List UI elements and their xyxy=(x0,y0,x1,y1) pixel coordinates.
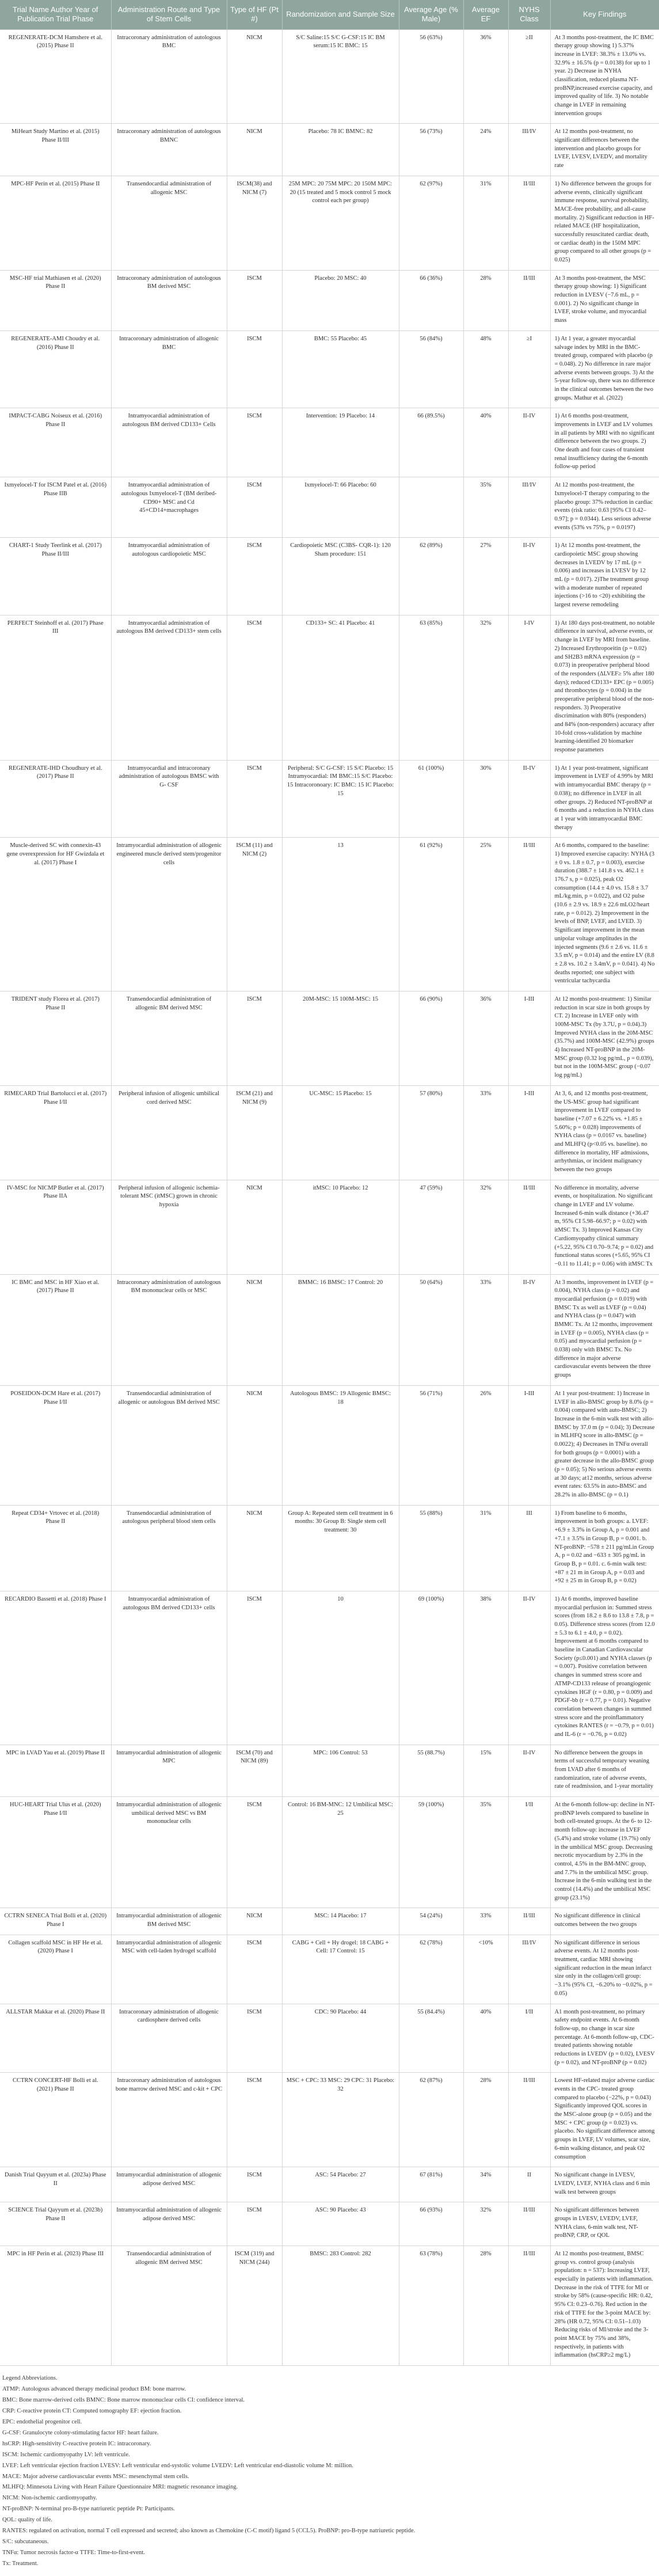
cell-nyha-class: II/III xyxy=(508,2246,550,2366)
cell-randomization: Autologous BMSC: 19 Allogenic BMSC: 18 xyxy=(282,1385,399,1505)
cell-trial-name: CHART-1 Study Teerlink et al. (2017) Phase II/III xyxy=(0,538,111,615)
table-row xyxy=(0,538,659,615)
cell-randomization: Cardiopoietic MSC (C3BS- CQR-1): 120 Sham procedure: 151 xyxy=(282,538,399,615)
cell-trial-name: MSC-HF trial Mathiasen et al. (2020) Phase II xyxy=(0,270,111,330)
cell-average-age: 55 (84.4%) xyxy=(399,2004,463,2073)
cell-nyha-class: II/III xyxy=(508,1908,550,1935)
cell-type-of-hf: ISCM xyxy=(227,615,282,760)
cell-average-age: 56 (71%) xyxy=(399,1385,463,1505)
cell-trial-name: IMPACT-CABG Noiseux et al. (2016) Phase II xyxy=(0,408,111,477)
cell-average-age: 56 (84%) xyxy=(399,330,463,408)
cell-randomization: CD133+ SC: 41 Placebo: 41 xyxy=(282,615,399,760)
cell-administration-route: Intramyocardial administration of autologous BM derived CD133+ Cells xyxy=(111,408,227,477)
cell-average-ef: 35% xyxy=(463,1797,508,1908)
legend-line: EPC: endothelial progenitor cell. xyxy=(2,2418,82,2425)
cell-average-age: 57 (80%) xyxy=(399,1085,463,1180)
table-row xyxy=(0,29,659,124)
cell-average-ef: 33% xyxy=(463,1274,508,1385)
cell-type-of-hf: ISCM xyxy=(227,1591,282,1745)
cell-administration-route: Intramyocardial administration of allogenic adipose derived MSC xyxy=(111,2167,227,2202)
legend-line: MACE: Major adverse cardiovascular events MSC: mesenchymal stem cells. xyxy=(2,2473,189,2480)
cell-average-ef: 26% xyxy=(463,1385,508,1505)
cell-trial-name: Collagen scaffold MSC in HF He et al. (2020) Phase I xyxy=(0,1935,111,2004)
cell-nyha-class: III/IV xyxy=(508,1935,550,2004)
cell-type-of-hf: ISCM xyxy=(227,408,282,477)
cell-type-of-hf: ISCM xyxy=(227,760,282,838)
cell-average-ef: 15% xyxy=(463,1745,508,1796)
table-row xyxy=(0,2073,659,2167)
cell-nyha-class: I/II xyxy=(508,1797,550,1908)
cell-administration-route: Transendocardial administration of allogenic MSC xyxy=(111,176,227,270)
cell-key-findings: At 12 months post-treatment, BMSC group vs. control group (analysis population: n = 537): Increasing LVEF, especially in patients with inflammation. Decrease in the risk of TTFE for MI or stroke by 58% (cause-specific HR: 0.42, 95% CI: 0.23–0.76). Red uction in the risk of TTFE for the 3-point MACE by: 28% (HR 0.72, 95% CI: 0.51–1.03) Reducing risks of MI/stroke and the 3-point MACE by 75% and 38%, respectively, in patients with inflammation (hsCRP≥2 mg/L) xyxy=(550,2246,659,2366)
cell-trial-name: Danish Trial Qayyum et al. (2023a) Phase II xyxy=(0,2167,111,2202)
cell-average-ef: 40% xyxy=(463,408,508,477)
table-row xyxy=(0,124,659,176)
column-header: Trial Name Author Year of Publication Trial Phase xyxy=(0,0,111,29)
cell-nyha-class: II-IV xyxy=(508,1274,550,1385)
cell-average-age: 66 (36%) xyxy=(399,270,463,330)
cell-randomization: 25M MPC: 20 75M MPC: 20 150M MPC: 20 (15 treated and 5 mock control 5 mock control each per group) xyxy=(282,176,399,270)
cell-administration-route: Intracoronary administration of autologous bone marrow derived MSC and c-kit + CPC xyxy=(111,2073,227,2167)
cell-average-ef: 28% xyxy=(463,270,508,330)
cell-administration-route: Intramyocardial and intracoronary administration of autologous BMSC with G- CSF xyxy=(111,760,227,838)
table-row xyxy=(0,991,659,1085)
legend-line: QOL: quality of life. xyxy=(2,2517,52,2524)
cell-key-findings: At 12 months post-treatment, the Ixmyelocel-T therapy comparing to the placebo group: 37% reduction in cardiac events (risk ratio: 0.63 [95% CI 0.42–0.97]; p = 0.0344). Less serious adverse events (53% vs 75%, p = 0.0197) xyxy=(550,477,659,538)
cell-average-age: 62 (87%) xyxy=(399,2073,463,2167)
legend-line: ISCM: Ischemic cardiomyopathy LV: left ventricule. xyxy=(2,2451,130,2458)
cell-administration-route: Intramyocardial administration of allogenic engineered muscle derived stem/progenitor cells xyxy=(111,838,227,991)
cell-average-age: 63 (85%) xyxy=(399,615,463,760)
cell-administration-route: Transendocardial administration of allogenic BM derived MSC xyxy=(111,991,227,1085)
cell-administration-route: Intramyocardial administration of allogenic umbilical derived MSC vs BM mononuclear cells xyxy=(111,1797,227,1908)
legend-line: MLHFQ: Minnesota Living with Heart Failure Questionnaire MRI: magnetic resonance imaging. xyxy=(2,2484,238,2491)
cell-key-findings: At 3, 6, and 12 months post-treatment, the US-MSC group had significant improvement in LVEF compared to baseline (+7.07 ± 6.22% vs. +1.85 ± 5.60%; p = 0.028) improvements of NYHA class (p = 0.0167 vs. baseline) and MLHFQ (p<0.05 vs. baseline). no difference in mortality, HF admissions, arrhythmias, or incident malignancy between the two groups xyxy=(550,1085,659,1180)
cell-nyha-class: II/III xyxy=(508,2073,550,2167)
cell-average-age: 63 (78%) xyxy=(399,2246,463,2366)
cell-trial-name: IC BMC and MSC in HF Xiao et al. (2017) Phase II xyxy=(0,1274,111,1385)
cell-average-ef: 31% xyxy=(463,176,508,270)
cell-nyha-class: III/IV xyxy=(508,477,550,538)
cell-nyha-class: III xyxy=(508,1505,550,1591)
table-row xyxy=(0,1505,659,1591)
cell-type-of-hf: ISCM xyxy=(227,477,282,538)
cell-nyha-class: III/IV xyxy=(508,124,550,176)
cell-key-findings: 1) At 180 days post-treatment, no notable difference in survival, adverse events, or change in LVEF by MRI from baseline. 2) Increased Erythropoeitin (p = 0.02) and SH2B3 mRNA expression (p = 0.073) in preoperative peripheral blood of the responders (ΔLVEF≥ 5% after 180 days); reduced CD133+ EPC (p = 0.005) and thrombocytes (p = 0.004) in the preoperative peripheral blood of the non-responders. 3) Preoperative discrimination with 80% (responders) and 84% (non-responders) accuracy after 10-fold cross-validation by machine learning-identified 20 biomarker response parameters xyxy=(550,615,659,760)
cell-type-of-hf: ISCM xyxy=(227,2202,282,2246)
cell-trial-name: MPC in HF Perin et al. (2023) Phase III xyxy=(0,2246,111,2366)
cell-average-age: 55 (88%) xyxy=(399,1505,463,1591)
cell-randomization: CDC: 90 Placebo: 44 xyxy=(282,2004,399,2073)
cell-average-ef: 28% xyxy=(463,2246,508,2366)
cell-nyha-class: I-IV xyxy=(508,615,550,760)
table-row xyxy=(0,270,659,330)
cell-average-age: 59 (100%) xyxy=(399,1797,463,1908)
table-row xyxy=(0,760,659,838)
cell-randomization: Group A: Repeated stem cell treatment in 6 months: 30 Group B: Single stem cell treatment: 30 xyxy=(282,1505,399,1591)
legend-line: NICM: Non-ischemic cardiomyopathy. xyxy=(2,2495,97,2502)
legend-line: S/C: subcutaneous. xyxy=(2,2539,49,2545)
cell-key-findings: At 6 months, compared to the baseline: 1) Improved exercise capacity: NYHA (3 ± 0 vs. 1.8 ± 0.7, p = 0.003), exercise duration (388.7 ± 141.8 s vs. 462.1 ± 176.7 s, p = 0.025), peak O2 consumption (14.4 ± 4.0 vs. 15.8 ± 3.7 mL/kg.min, p = 0.022), and O2 pulse (10.6 ± 2.9 vs. 18.9 ± 22.6 mLO2/heart rate, p = 0.012). 2) Improvement in the levels of BNP, LVEF, and LVED. 3) Significant improvement in the mean unipolar voltage amplitudes in the injected segments (9.6 ± 2.6 vs. 11.6 ± 3.5 mV, p = 0.014) and the entire LV (8.8 ± 2.8 vs. 10.2 ± 3.4mV, p = 0.041). 4) No deaths reported; one subject with ventricular tachycardia xyxy=(550,838,659,991)
table-row xyxy=(0,2202,659,2246)
cell-trial-name: REGENERATE-IHD Choudhury et al. (2017) Phase II xyxy=(0,760,111,838)
cell-trial-name: CCTRN SENECA Trial Bolli et al. (2020) Phase I xyxy=(0,1908,111,1935)
cell-type-of-hf: ISCM xyxy=(227,270,282,330)
cell-administration-route: Transendocardial administration of allogenic or autologous BM derived MSC xyxy=(111,1385,227,1505)
cell-type-of-hf: ISCM (70) and NICM (89) xyxy=(227,1745,282,1796)
cell-administration-route: Intracoronary administration of allogenic BMC xyxy=(111,330,227,408)
table-row xyxy=(0,2246,659,2366)
cell-type-of-hf: ISCM xyxy=(227,2004,282,2073)
cell-key-findings: At 1 year post-treatment: 1) Increase in LVEF in allo-BMSC group by 8.0% (p = 0.004) compared with auto-BMSC; 2) Increase in the 6-min walk test with allo-BMSC by 37.0 m (p = 0.04); 3) Decrease in MLHFQ score in allo-BMSC (p = 0.0022); 4) Decreases in TNFα overall for both groups (p = 0.0001) with a greater decrease in the allo-BMSC group (p = 0.05); 5) No serious adverse events at 30 days; at12 months, serious adverse event rates: 63.5% in auto-BMSC and 28.2% in allo-BMSC (p = 0.1) xyxy=(550,1385,659,1505)
cell-key-findings: At 3 months post-treatment, the IC BMC therapy group showing 1) 5.37% increase in LVEF: 38.3% ± 13.0% vs. 32.9% ± 16.5% (p = 0.0138) for up to 1 year. 2) Decrease in NYHA classification, reduced plasma NT-proBNP,increased exercise capacity, and improved quality of life. 3) No notable change in LVEF in remaining intervention groups xyxy=(550,29,659,124)
table-row xyxy=(0,1797,659,1908)
cell-average-age xyxy=(399,477,463,538)
cell-administration-route: Intramyocardial administration of autologous BM derived CD133+ cells xyxy=(111,1591,227,1745)
table-row xyxy=(0,838,659,991)
cell-nyha-class: I/II xyxy=(508,2004,550,2073)
cell-randomization: ASC: 90 Placebo: 43 xyxy=(282,2202,399,2246)
cell-type-of-hf: NICM xyxy=(227,29,282,124)
cell-randomization: BMMC: 16 BMSC: 17 Control: 20 xyxy=(282,1274,399,1385)
cell-administration-route: Transendocardial administration of allogenic BM derived MSC xyxy=(111,2246,227,2366)
table-row xyxy=(0,2004,659,2073)
cell-randomization: Peripheral: S/C G-CSF: 15 S/C Placebo: 15 Intramyocardial: IM BMC:15 S/C Placebo: 15 Intracoronoary: IC BMC: 15 IC Placebo: 15 xyxy=(282,760,399,838)
cell-randomization: Placebo: 20 MSC: 40 xyxy=(282,270,399,330)
table-row xyxy=(0,1385,659,1505)
cell-administration-route: Intramyocardial administration of allogenic MSC with cell-laden hydrogel scaffold xyxy=(111,1935,227,2004)
cell-nyha-class: II/III xyxy=(508,838,550,991)
cell-administration-route: Intracoronary administration of autologous BMNC xyxy=(111,124,227,176)
cell-trial-name: Repeat CD34+ Vrtovec et al. (2018) Phase II xyxy=(0,1505,111,1591)
cell-type-of-hf: ISCM xyxy=(227,330,282,408)
legend-section xyxy=(0,2366,659,2576)
cell-nyha-class: I-III xyxy=(508,1085,550,1180)
cell-key-findings: 1) No difference between the groups for adverse events, clinically significant immune response, survival probability, MACE-free probability, and all-cause mortality. 2) Significant reduction in HF-related MACE (HF hospitalization, successfully resuscitated cardiac death, or cardiac death) in the 150M MPC group compared to all other groups (p = 0.025) xyxy=(550,176,659,270)
cell-administration-route: Intracoronary administration of autologous BM derived MSC xyxy=(111,270,227,330)
cell-randomization: MSC + CPC: 33 MSC: 29 CPC: 31 Placebo: 32 xyxy=(282,2073,399,2167)
cell-average-age: 66 (93%) xyxy=(399,2202,463,2246)
cell-key-findings: A1 month post-treatment, no primary safety endpoint events. At 6-month follow-up, no change in scar size percentage. At 6-month follow-up, CDC-treated patients showing notable reductions in LVEDV (p = 0.02), LVESV (p = 0.02), and NT-proBNP (p = 0.02) xyxy=(550,2004,659,2073)
column-header: Administration Route and Type of Stem Cells xyxy=(111,0,227,29)
cell-trial-name: SCIENCE Trial Qayyum et al. (2023b) Phase II xyxy=(0,2202,111,2246)
cell-administration-route: Transendocardial administration of autologous peripheral blood stem cells xyxy=(111,1505,227,1591)
legend-line: TNFα: Tumor necrosis factor-α TTFE: Time-to-first-event. xyxy=(2,2550,145,2556)
cell-trial-name: IV-MSC for NICMP Butler et al. (2017) Phase IIA xyxy=(0,1180,111,1274)
cell-type-of-hf: ISCM xyxy=(227,538,282,615)
cell-administration-route: Intracoronary administration of autologous BMC xyxy=(111,29,227,124)
cell-nyha-class: II-IV xyxy=(508,1745,550,1796)
cell-type-of-hf: ISCM(38) and NICM (7) xyxy=(227,176,282,270)
cell-key-findings: 1) At 6 months, improved baseline myocardial perfusion in: Summed stress scores (from 18.2 ± 8.6 to 13.8 ± 7.8, p = 0.05). Difference stress scores (from 12.0 ± 5.3 to 6.1 ± 4.0, p = 0.02). Improvement at 6 months compared to baseline in Canadian Cardiovascular Society (p≤0.001) and NYHA classes (p = 0.007). Positive correlation between changes in summed stress score and ATMP-CD133 release of proangiogenic cytokines HGF (r = 0.80, p = 0.009) and PDGF-bb (r = 0.77, p = 0.01). Negative correlation between changes in summed stress score and the proinflammatory cytokines RANTES (r = −0.79, p = 0.01) and IL-6 (r = −0.76, p = 0.02) xyxy=(550,1591,659,1745)
cell-average-age: 56 (63%) xyxy=(399,29,463,124)
cell-key-findings: No difference between the groups in terms of successful temporary weaning from LVAD after 6 months of randomization, rate of adverse events, rate of readmission, and 1-year mortality xyxy=(550,1745,659,1796)
legend-line: hsCRP: High-sensitivity C-reactive protein IC: intracoronary. xyxy=(2,2440,151,2447)
cell-type-of-hf: NICM xyxy=(227,1908,282,1935)
cell-randomization: 13 xyxy=(282,838,399,991)
cell-average-age: 55 (88.7%) xyxy=(399,1745,463,1796)
cell-trial-name: Muscle-derived SC with connexin-43 gene overexpression for HF Gwizdala et al. (2017) Phase I xyxy=(0,838,111,991)
cell-average-ef: <10% xyxy=(463,1935,508,2004)
cell-average-age: 62 (97%) xyxy=(399,176,463,270)
cell-average-age: 50 (64%) xyxy=(399,1274,463,1385)
cell-average-ef: 27% xyxy=(463,538,508,615)
cell-key-findings: No significant change in LVESV, LVEDV, LVEF, NYHA class and 6 min walk test between groups xyxy=(550,2167,659,2202)
cell-administration-route: Intracoronary administration of autologous BM mononuclear cells or MSC xyxy=(111,1274,227,1385)
cell-nyha-class: ≥I xyxy=(508,330,550,408)
cell-trial-name: REGENERATE-DCM Hamshere et al. (2015) Phase II xyxy=(0,29,111,124)
cell-key-findings: At 12 months post-treatment: 1) Similar reduction in scar size in both groups by CT. 2) Increase in LVEF only with 100M-MSC Tx (by 3.7U, p = 0.04).3) Improved NYHA class in the 20M-MSC (35.7%) and 100M-MSC (42.9%) groups 4) Increased NT-proBNP in the 20M-MSC group (0.32 log pg/mL, p = 0.039), but not in the 100M-MSC group (−0.07 log pg/mL) xyxy=(550,991,659,1085)
cell-administration-route: Peripheral infusion of allogenic ischemia-tolerant MSC (itMSC) grown in chronic hypoxia xyxy=(111,1180,227,1274)
cell-average-age: 61 (100%) xyxy=(399,760,463,838)
cell-nyha-class: II/III xyxy=(508,176,550,270)
table-row xyxy=(0,1180,659,1274)
cell-type-of-hf: ISCM xyxy=(227,2073,282,2167)
cell-type-of-hf: ISCM xyxy=(227,991,282,1085)
cell-administration-route: Peripheral infusion of allogenic umbilical cord derived MSC xyxy=(111,1085,227,1180)
cell-key-findings: No difference in mortality, adverse events, or hospitalization. No significant change in LVEF and LV volume. Increased 6-min walk distance (+36.47 m, 95% CI 5.98–66.97; p = 0.02) with itMSC Tx. 3) Improved Kansas City Cardiomyopathy clinical summary (+5.22, 95% CI 0.70–9.74; p = 0.02) and functional status scores (+5.65, 95% CI −0.11 to 11.41; p = 0.06) with itMSC Tx xyxy=(550,1180,659,1274)
legend-line: ATMP: Autologous advanced therapy medicinal product BM: bone marrow. xyxy=(2,2385,186,2392)
legend-line: G-CSF: Granulocyte colony-stimulating factor HF: heart failure. xyxy=(2,2429,159,2436)
cell-key-findings: No significant difference in clinical outcomes between the two groups xyxy=(550,1908,659,1935)
cell-average-age: 66 (90%) xyxy=(399,991,463,1085)
cell-administration-route: Intramyocardial administration of allogenic BM derived MSC xyxy=(111,1908,227,1935)
cell-nyha-class: II-IV xyxy=(508,1591,550,1745)
cell-average-ef: 30% xyxy=(463,760,508,838)
cell-key-findings: 1) At 6 months post-treatment, improvements in LVEF and LV volumes in all patients by MRI with no significant difference between the two groups. 2) One death and four cases of transient renal insufficiency during the 6-month follow-up period xyxy=(550,408,659,477)
cell-type-of-hf: NICM xyxy=(227,1385,282,1505)
cell-average-ef: 24% xyxy=(463,124,508,176)
table-row xyxy=(0,1908,659,1935)
cell-key-findings: 1) At 1 year post-treatment, significant improvement in LVEF of 4.99% by MRI with intramyocardial BMC therapy (p = 0.038); no difference in LVEF in all other groups. 2) Reduced NT-proBNP at 6 months and a reduction in NYHA class at 1 year with intramyocardial BMC therapy xyxy=(550,760,659,838)
cell-average-age: 54 (24%) xyxy=(399,1908,463,1935)
cell-randomization: Control: 16 BM-MNC: 12 Umbilical MSC: 25 xyxy=(282,1797,399,1908)
cell-randomization: Ixmyelocel-T: 66 Placebo: 60 xyxy=(282,477,399,538)
column-header: NYHS Class xyxy=(508,0,550,29)
cell-average-age: 66 (89.5%) xyxy=(399,408,463,477)
table-row xyxy=(0,1935,659,2004)
cell-average-ef: 34% xyxy=(463,2167,508,2202)
legend-line: NT-proBNP: N-terminal pro-B-type natriuretic peptide Pt: Participants. xyxy=(2,2506,175,2513)
cell-average-age: 47 (59%) xyxy=(399,1180,463,1274)
column-header: Key Findings xyxy=(550,0,659,29)
column-header: Randomization and Sample Size xyxy=(282,0,399,29)
table-header-row xyxy=(0,0,659,29)
legend-line: RANTES: regulated on activation, normal T cell expressed and secreted; also known as Chemokine (C-C motif) ligand 5 (CCL5). ProBNP: pro-B-type natriuretic peptide. xyxy=(2,2528,416,2535)
cell-nyha-class: II-IV xyxy=(508,760,550,838)
cell-type-of-hf: ISCM xyxy=(227,2167,282,2202)
column-header: Average EF xyxy=(463,0,508,29)
cell-type-of-hf: NICM xyxy=(227,1505,282,1591)
cell-nyha-class: II/III xyxy=(508,270,550,330)
cell-type-of-hf: ISCM (319) and NICM (244) xyxy=(227,2246,282,2366)
cell-randomization: 20M-MSC: 15 100M-MSC: 15 xyxy=(282,991,399,1085)
cell-key-findings: No significant differences between groups in LVESV, LVEDV, LVEF, NYHA class, 6-min walk test, NT-proBNP, CRP, or QOL xyxy=(550,2202,659,2246)
cell-key-findings: At 3 months, improvement in LVEF (p = 0.004), NYHA class (p = 0.02) and myocardial perfusion (p = 0.019) with BMSC Tx as well as LVEF (p = 0.04) and NYHA class (p = 0.047) with BMMC Tx. At 12 months, improvement in LVEF (p = 0.005), NYHA class (p = 0.05) and myocardial perfusion (p = 0.038) only with BMSC Tx. No difference in major adverse cardiovascular events between the three groups xyxy=(550,1274,659,1385)
legend-line: Tx: Treatment. xyxy=(2,2560,39,2567)
cell-trial-name: RECARDIO Bassetti et al. (2018) Phase I xyxy=(0,1591,111,1745)
table-row xyxy=(0,1085,659,1180)
cell-randomization: MSC: 14 Placebo: 17 xyxy=(282,1908,399,1935)
cell-randomization: BMSC: 283 Control: 282 xyxy=(282,2246,399,2366)
table-row xyxy=(0,477,659,538)
cell-type-of-hf: ISCM xyxy=(227,1935,282,2004)
cell-key-findings: At 12 months post-treatment, no significant differences between the intervention and placebo groups for LVEF, LVESV, LVEDV, and mortality rate xyxy=(550,124,659,176)
cell-nyha-class: II/III xyxy=(508,2202,550,2246)
cell-trial-name: REGENERATE-AMI Choudry et al. (2016) Phase II xyxy=(0,330,111,408)
cell-average-ef: 33% xyxy=(463,1908,508,1935)
table-row xyxy=(0,2167,659,2202)
cell-type-of-hf: NICM xyxy=(227,124,282,176)
cell-trial-name: MPC in LVAD Yau et al. (2019) Phase II xyxy=(0,1745,111,1796)
column-header: Type of HF (Pt #) xyxy=(227,0,282,29)
cell-average-ef: 35% xyxy=(463,477,508,538)
cell-trial-name: CCTRN CONCERT-HF Bolli et al. (2021) Phase II xyxy=(0,2073,111,2167)
cell-randomization: S/C Saline:15 S/C G-CSF:15 IC BM serum:15 IC BMC: 15 xyxy=(282,29,399,124)
cell-trial-name: Ixmyelocel-T for ISCM Patel et al. (2016) Phase IIB xyxy=(0,477,111,538)
cell-key-findings: At 3 months post-treatment, the MSC therapy group showing: 1) Significant reduction in LVESV (−7.6 mL, p = 0.001). 2) No significant change in LVEF, stroke volume, and myocardial mass xyxy=(550,270,659,330)
cell-nyha-class: ≥II xyxy=(508,29,550,124)
table-row xyxy=(0,330,659,408)
legend-line: CRP: C-reactive protein CT: Computed tomography EF: ejection fraction. xyxy=(2,2407,182,2414)
cell-average-ef: 31% xyxy=(463,1505,508,1591)
table-row xyxy=(0,1591,659,1745)
cell-randomization: UC-MSC: 15 Placebo: 15 xyxy=(282,1085,399,1180)
cell-nyha-class: II/III xyxy=(508,1180,550,1274)
cell-trial-name: RIMECARD Trial Bartolucci et al. (2017) Phase I/II xyxy=(0,1085,111,1180)
cell-trial-name: HUC-HEART Trial Ulus et al. (2020) Phase I/II xyxy=(0,1797,111,1908)
legend-line: Legend Abbreviations. xyxy=(2,2374,58,2381)
cell-average-ef: 32% xyxy=(463,2202,508,2246)
cell-type-of-hf: ISCM (11) and NICM (2) xyxy=(227,838,282,991)
cell-randomization: 10 xyxy=(282,1591,399,1745)
cell-average-age: 56 (73%) xyxy=(399,124,463,176)
cell-randomization: Placebo: 78 IC BMNC: 82 xyxy=(282,124,399,176)
cell-average-ef: 36% xyxy=(463,991,508,1085)
cell-average-ef: 33% xyxy=(463,1085,508,1180)
cell-key-findings: 1) At 1 year, a greater myocardial salvage index by MRI in the BMC-treated group, compared with placebo (p = 0.048). 2) No difference in rare major adverse events between groups. 3) At the 5-year follow-up, there was no difference in the clinical outcomes between the two groups. Mathur et al. (2022) xyxy=(550,330,659,408)
cell-randomization: itMSC: 10 Placebo: 12 xyxy=(282,1180,399,1274)
cell-trial-name: MiHeart Study Martino et al. (2015) Phase II/III xyxy=(0,124,111,176)
cell-trial-name: POSEIDON-DCM Hare et al. (2017) Phase I/II xyxy=(0,1385,111,1505)
table-row xyxy=(0,408,659,477)
cell-key-findings: 1) At 12 months post-treatment, the cardiopoietic MSC group showing decreases in LVEDV by 17 mL (p = 0.006) and increases in LVESV by 12 mL (p = 0.017). 2)The treatment group with a moderate number of repeated injections (>16 to <20) exhibiting the largest reverse remodeling xyxy=(550,538,659,615)
cell-administration-route: Intramyocardial administration of allogenic MPC xyxy=(111,1745,227,1796)
cell-trial-name: MPC-HF Perin et al. (2015) Phase II xyxy=(0,176,111,270)
cell-average-ef: 40% xyxy=(463,2004,508,2073)
table-row xyxy=(0,176,659,270)
cell-randomization: MPC: 106 Control: 53 xyxy=(282,1745,399,1796)
cell-nyha-class: II-IV xyxy=(508,408,550,477)
cell-nyha-class: I-III xyxy=(508,991,550,1085)
cell-key-findings: Lowest HF-related major adverse cardiac events in the CPC- treated group compared to placebo (−22%, p = 0.043) Significantly improved QOL scores in the MSC-alone group (p = 0.05) and the MSC + CPC group (p = 0.023) vs. placebo. No significant difference among groups in LVEF, LV volumes, scar size, 6-min walking distance, and peak O2 consumption xyxy=(550,2073,659,2167)
cell-type-of-hf: ISCM xyxy=(227,1797,282,1908)
cell-average-age: 62 (89%) xyxy=(399,538,463,615)
cell-administration-route: Intramyocardial administration of autologous BM derived CD133+ stem cells xyxy=(111,615,227,760)
cell-nyha-class: I-III xyxy=(508,1385,550,1505)
cell-key-findings: At the 6-month follow-up: decline in NT-proBNP levels compared to baseline in both cell-treated groups. At the 6- to 12-month follow-up: increase in LVEF (5.4%) and stroke volume (19.7%) only in the umbilical MSC group. Decreasing necrotic myocardium by 2.3% in the control, 4.5% in the BM-MNC group, and 7.7% in the umbilical MSC group. Increase in the 6-min walking test in the control (14.4%) and the umbilical MSC group (23.1%) xyxy=(550,1797,659,1908)
cell-type-of-hf: ISCM (21) and NICM (9) xyxy=(227,1085,282,1180)
cell-average-ef: 38% xyxy=(463,1591,508,1745)
legend-line: BMC: Bone marrow-derived cells BMNC: Bone marrow mononuclear cells CI: confidence interval. xyxy=(2,2396,245,2403)
cell-randomization: BMC: 55 Placebo: 45 xyxy=(282,330,399,408)
cell-average-age: 61 (92%) xyxy=(399,838,463,991)
cell-average-age: 69 (100%) xyxy=(399,1591,463,1745)
cell-randomization: CABG + Cell + Hy drogel: 18 CABG + Cell: 17 Control: 15 xyxy=(282,1935,399,2004)
cell-key-findings: No significant difference in serious adverse events. At 12 months post-treatment, cardiac MRI showing significant reduction in the mean infarct size only in the collagen/cell group: −3.1% (95% CI, −6.20% to −0.02%, p = 0.05) xyxy=(550,1935,659,2004)
table-row xyxy=(0,615,659,760)
cell-administration-route: Intramyocardial administration of allogenic adipose derived MSC xyxy=(111,2202,227,2246)
column-header: Average Age (% Male) xyxy=(399,0,463,29)
cell-average-ef: 48% xyxy=(463,330,508,408)
legend-line: LVEF: Left ventricular ejection fraction LVESV: Left ventricular end-systolic volume LVEDV: Left ventricular end-diastolic volume M: million. xyxy=(2,2462,353,2469)
cell-administration-route: Intracoronary administration of allogenic cardiosphere derived cells xyxy=(111,2004,227,2073)
cell-average-age: 67 (81%) xyxy=(399,2167,463,2202)
table-row xyxy=(0,1745,659,1796)
cell-administration-route: Intramyocardial administration of autologous cardiopoietic MSC xyxy=(111,538,227,615)
cell-type-of-hf: NICM xyxy=(227,1180,282,1274)
cell-nyha-class: II-IV xyxy=(508,538,550,615)
cell-trial-name: ALLSTAR Makkar et al. (2020) Phase II xyxy=(0,2004,111,2073)
cell-type-of-hf: NICM xyxy=(227,1274,282,1385)
cell-trial-name: PERFECT Steinhoff et al. (2017) Phase III xyxy=(0,615,111,760)
cell-trial-name: TRIDENT study Florea et al. (2017) Phase II xyxy=(0,991,111,1085)
cell-randomization: Intervention: 19 Placebo: 14 xyxy=(282,408,399,477)
cell-average-age: 62 (78%) xyxy=(399,1935,463,2004)
table-row xyxy=(0,1274,659,1385)
cell-nyha-class: II xyxy=(508,2167,550,2202)
cell-key-findings: 1) From baseline to 6 months, improvement in both groups: a. LVEF: +6.9 ± 3.3% in Group A, p = 0.001 and +7.1 ± 3.5% in Group B, p = 0.001. b. NT-proBNP: −578 ± 211 pg/mLin Group A, p = 0.02 and −633 ± 305 pg/mL in Group B, p = 0.01. c. 6-min walk test: +87 ± 21 m in Group A, p = 0.03 and +92 ± 25 m in Group B, p = 0.02) xyxy=(550,1505,659,1591)
cell-average-ef: 25% xyxy=(463,838,508,991)
cell-average-ef: 32% xyxy=(463,1180,508,1274)
cell-average-ef: 32% xyxy=(463,615,508,760)
cell-average-ef: 36% xyxy=(463,29,508,124)
cell-average-ef: 28% xyxy=(463,2073,508,2167)
cell-randomization: ASC: 54 Placebo: 27 xyxy=(282,2167,399,2202)
cell-administration-route: Intramyocardial administration of autologous Ixmyelocel-T (BM deribed-CD90+ MSC and Cd 45+CD14+macrophages xyxy=(111,477,227,538)
